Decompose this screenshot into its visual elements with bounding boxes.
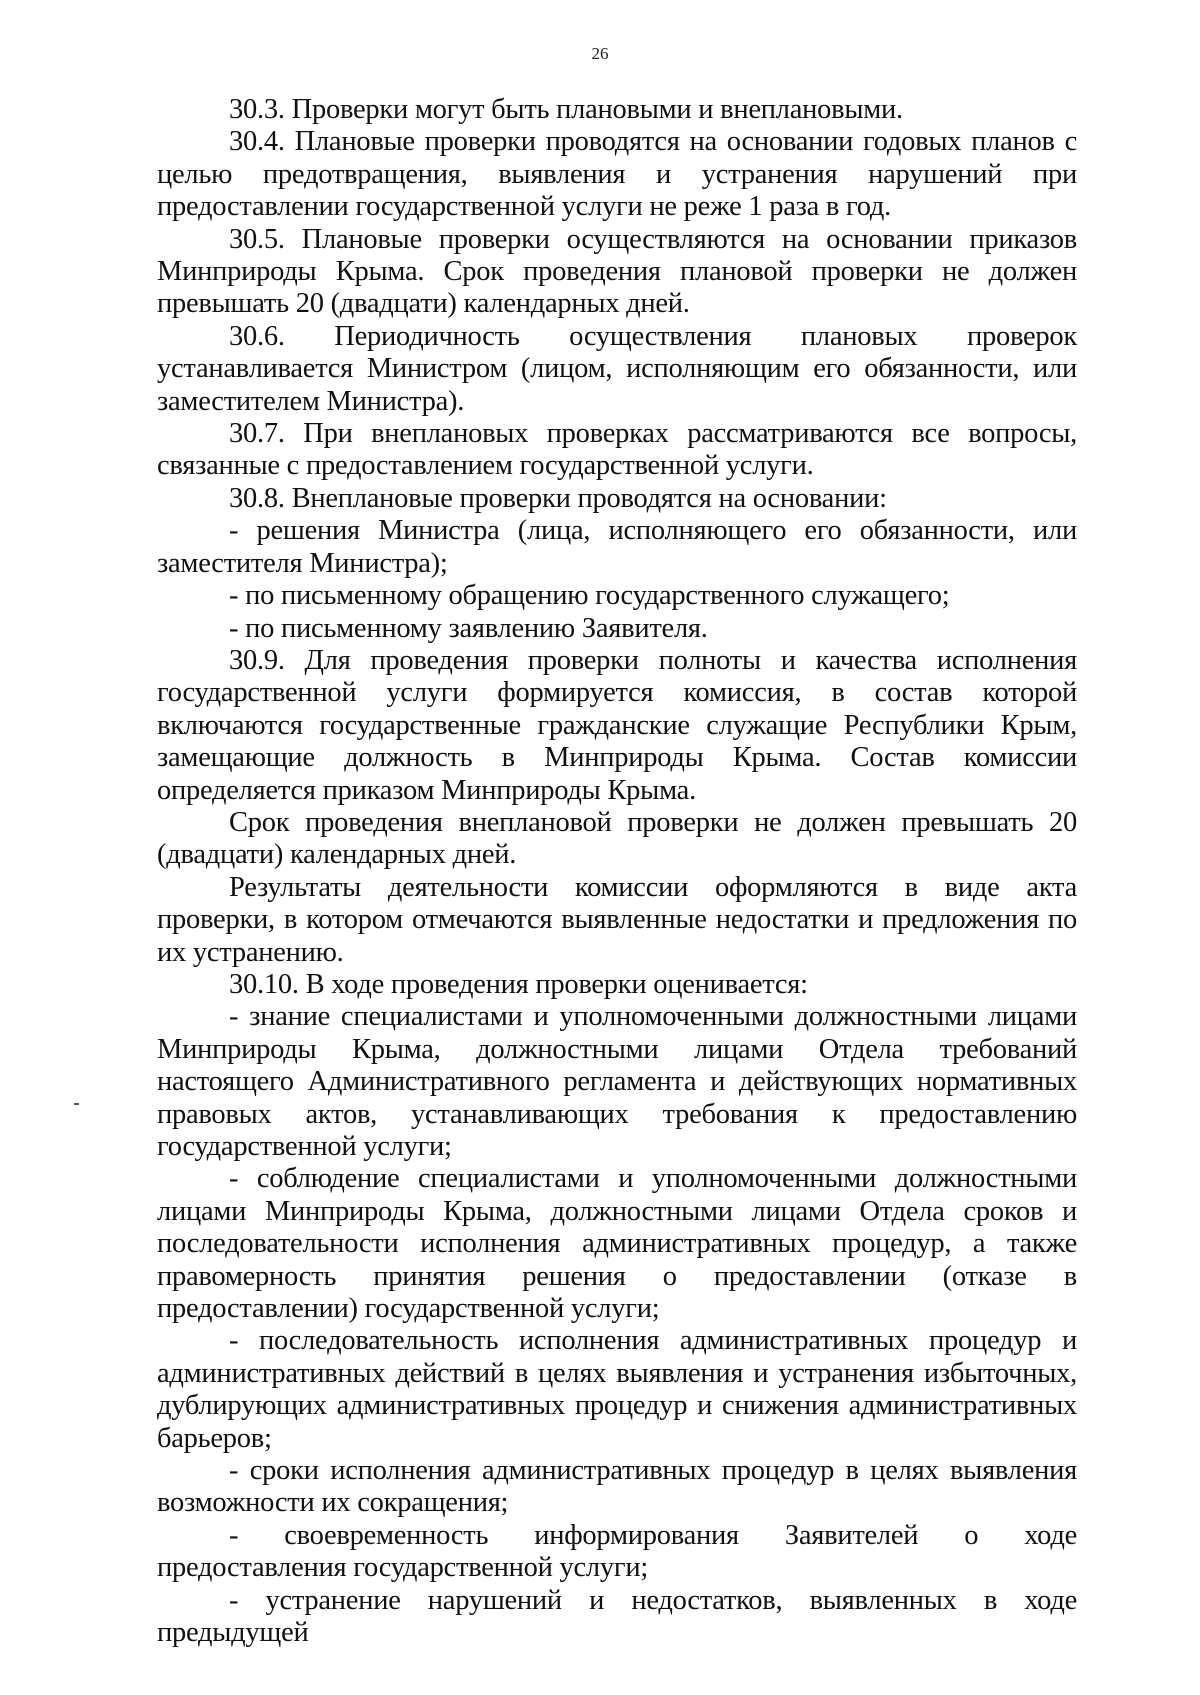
list-item-minister-decision: - решения Министра (лица, исполняющего его обязанности, или заместителя Министра); <box>157 515 1077 579</box>
paragraph-unscheduled-term: Срок проведения внеплановой проверки не должен превышать 20 (двадцати) календарных дней. <box>157 806 1077 871</box>
paragraph-30-9: 30.9. Для проведения проверки полноты и качества исполнения государственной услуги формируется комиссия, в состав которой включаются государственные гражданские служащие Республики Крым, замещающие должность в Минприроды Крыма. Состав комиссии определяется приказом Минприроды Крыма. <box>157 644 1077 806</box>
paragraph-30-5: 30.5. Плановые проверки осуществляются на основании приказов Минприроды Крыма. Срок проведения плановой проверки не должен превышать 20 (двадцати) календарных дней. <box>157 223 1077 320</box>
paragraph-30-8: 30.8. Внеплановые проверки проводятся на основании: <box>229 482 887 514</box>
list-item-servant-appeal: - по письменному обращению государственного служащего; <box>229 580 950 612</box>
paragraph-30-4: 30.4. Плановые проверки проводятся на основании годовых планов с целью предотвращения, выявления и устранения нарушений при предоставлении государственной услуги не реже 1 раза в год. <box>157 126 1077 223</box>
list-item-applicant-statement: - по письменному заявлению Заявителя. <box>229 612 708 644</box>
document-body <box>157 94 1077 1650</box>
list-item-knowledge: - знание специалистами и уполномоченными должностными лицами Минприроды Крыма, должностными лицами Отдела требований настоящего Административного регламента и действующих нормативных правовых актов, устанавливающих требования к предоставлению государственной услуги; <box>157 1001 1077 1162</box>
paragraph-30-10: 30.10. В ходе проведения проверки оценивается: <box>229 968 808 1000</box>
paragraph-30-7: 30.7. При внеплановых проверках рассматриваются все вопросы, связанные с предоставлением государственной услуги. <box>157 418 1077 482</box>
paragraph-30-6: 30.6. Периодичность осуществления плановых проверок устанавливается Министром (лицом, исполняющим его обязанности, или заместителем Министра). <box>157 320 1077 417</box>
scan-mark <box>74 1103 79 1105</box>
paragraph-30-3: 30.3. Проверки могут быть плановыми и внеплановыми. <box>229 94 903 125</box>
list-item-informing: - своевременность информирования Заявителей о ходе предоставления государственной услуги; <box>157 1519 1077 1584</box>
list-item-elimination: - устранение нарушений и недостатков, выявленных в ходе предыдущей <box>157 1584 1077 1649</box>
list-item-deadlines: - сроки исполнения административных процедур в целях выявления возможности их сокращения; <box>157 1455 1077 1519</box>
list-item-sequence: - последовательность исполнения административных процедур и административных действий в целях выявления и устранения избыточных, дублирующих административных процедур и снижения административных барьеров; <box>157 1325 1077 1454</box>
page-number: 26 <box>591 44 609 63</box>
paragraph-commission-results: Результаты деятельности комиссии оформляются в виде акта проверки, в котором отмечаются выявленные недостатки и предложения по их устранению. <box>157 871 1077 968</box>
list-item-compliance: - соблюдение специалистами и уполномоченными должностными лицами Минприроды Крыма, должностными лицами Отдела сроков и последовательности исполнения административных процедур, а также правомерность принятия решения о предоставлении (отказе в предоставлении) государственной услуги; <box>157 1163 1077 1325</box>
